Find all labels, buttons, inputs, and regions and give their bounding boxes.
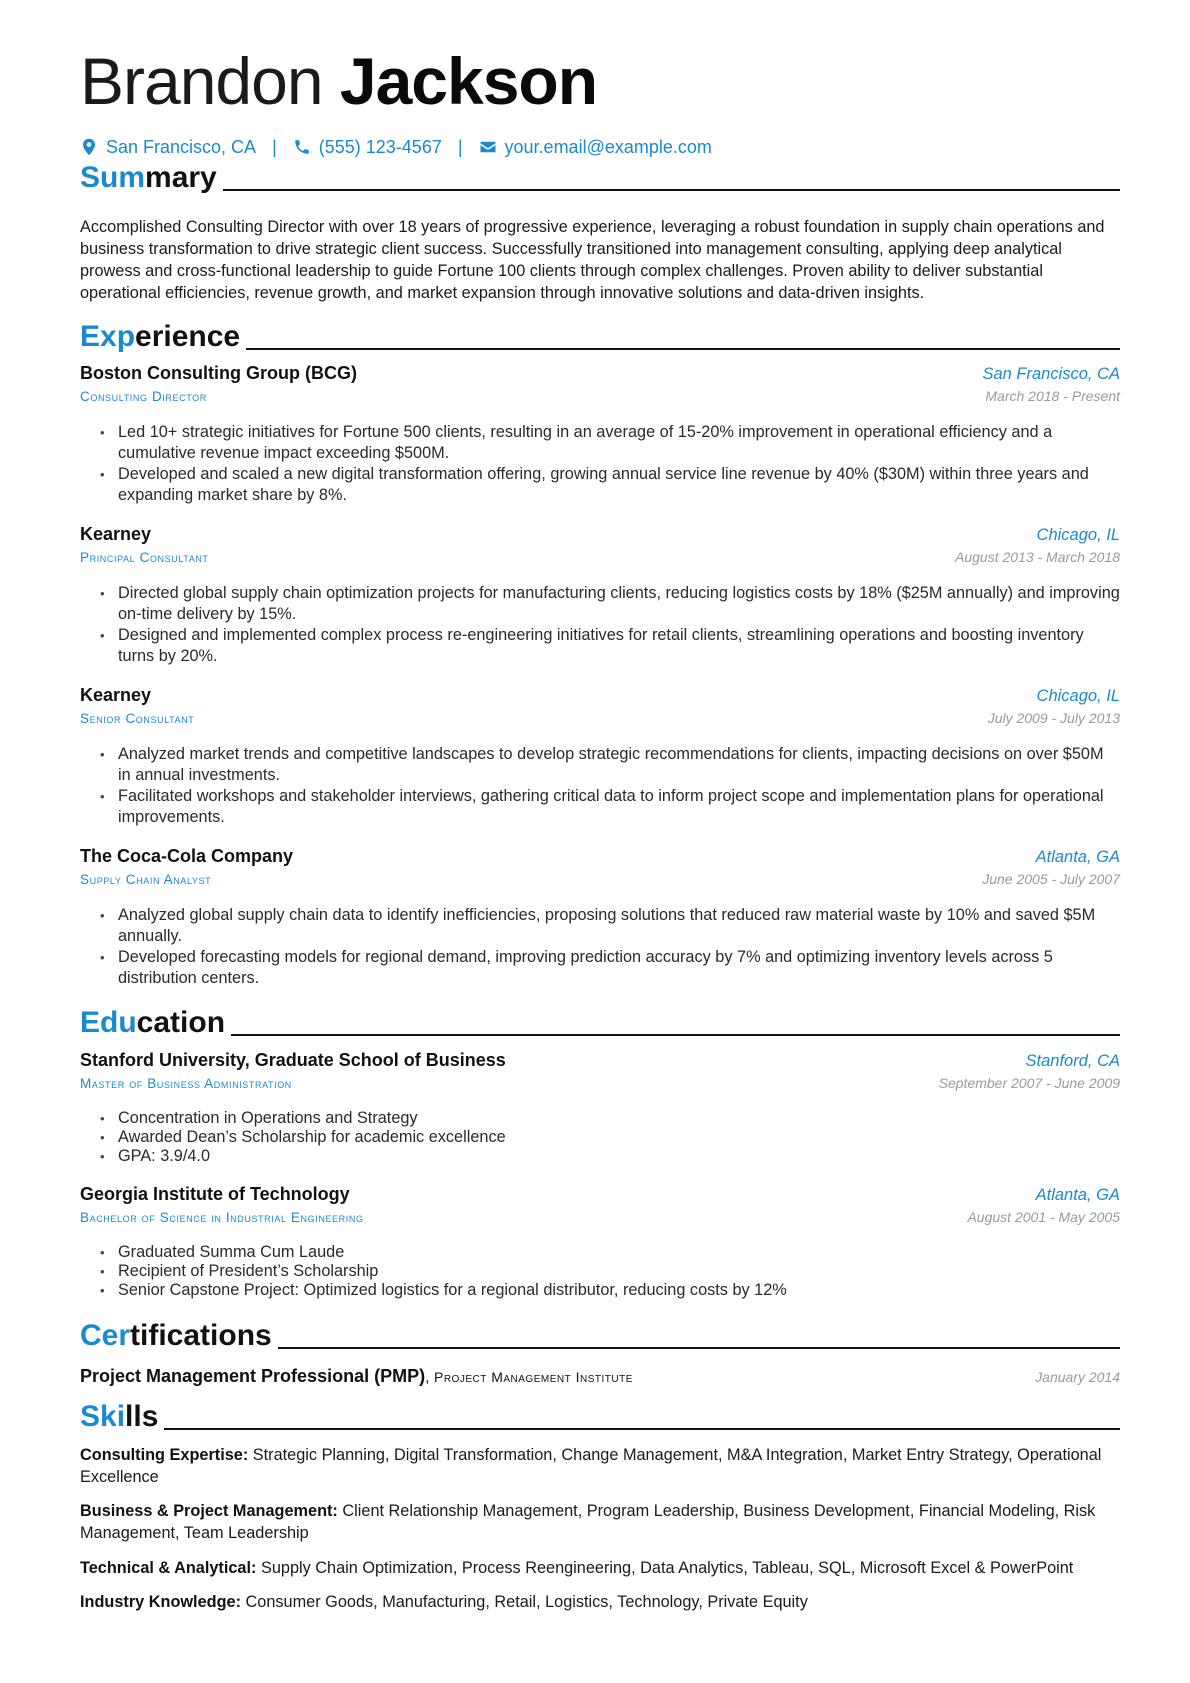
list-item: • Recipient of President’s Scholarship: [118, 1262, 1120, 1281]
list-item: • Analyzed global supply chain data to identify inefficiencies, proposing solutions that reduced raw material waste by 10% and saved $5M annually.: [118, 905, 1120, 947]
email-link[interactable]: your.email@example.com: [504, 136, 712, 157]
experience-entry: [80, 685, 1120, 828]
job-dates: March 2018 - Present: [985, 388, 1120, 404]
candidate-name: [80, 44, 597, 118]
achievement-list: [80, 583, 1120, 667]
skill-group: Technical & Analytical: Supply Chain Optimization, Process Reengineering, Data Analytics, Tableau, SQL, Microsoft Excel & PowerPoint: [80, 1559, 1074, 1577]
skill-group: Consulting Expertise: Strategic Planning, Digital Transformation, Change Management, M&A Integration, Market Entry Strategy, Operational Excellence: [80, 1446, 1102, 1486]
education-entry: [80, 1050, 1120, 1166]
contact-separator: |: [272, 136, 277, 157]
employer-name: Kearney: [80, 524, 152, 544]
summary-text: Accomplished Consulting Director with over 18 years of progressive experience, leveraging a robust foundation in supply chain operations and business transformation to drive strategic client success. Successfully transitioned into management consulting, applying deep analytical prowess and cross-functional leadership to guide Fortune 100 clients through complex challenges. Proven ability to deliver substantial operational efficiencies, revenue growth, and market expansion through innovative solutions and data-driven insights.: [80, 218, 1105, 302]
job-dates: June 2005 - July 2007: [982, 871, 1120, 887]
achievement-list: [80, 744, 1120, 828]
section-rule: [278, 1347, 1120, 1349]
job-title: Principal Consultant: [80, 550, 209, 565]
degree-name: Master of Business Administration: [80, 1076, 292, 1091]
experience-entry: [80, 846, 1120, 989]
education-entry: [80, 1184, 1120, 1300]
list-item: • Senior Capstone Project: Optimized logistics for a regional distributor, reducing costs by 12%: [118, 1281, 1120, 1300]
employer-name: Boston Consulting Group (BCG): [80, 363, 357, 383]
list-item: • Developed and scaled a new digital transformation offering, growing annual service line revenue by 40% ($30M) within three years and expanding market share by 8%.: [118, 464, 1120, 506]
last-name: Jackson: [339, 44, 598, 118]
map-pin-icon: [80, 137, 98, 157]
list-item: • Analyzed market trends and competitive landscapes to develop strategic recommendations for clients, impacting decisions on over $50M in annual investments.: [118, 744, 1120, 786]
job-title: Senior Consultant: [80, 711, 195, 726]
job-location: Chicago, IL: [1036, 687, 1120, 705]
list-item: • Facilitated workshops and stakeholder interviews, gathering critical data to inform project scope and implementation plans for operational improvements.: [118, 786, 1120, 828]
certification-date: January 2014: [1035, 1369, 1120, 1385]
list-item: • Concentration in Operations and Strategy: [118, 1109, 1120, 1128]
section-header-experience: [80, 314, 1120, 354]
section-title: Summary: [80, 161, 217, 194]
list-item: • Led 10+ strategic initiatives for Fortune 500 clients, resulting in an average of 15-20% improvement in operational efficiency and a cumulative revenue impact exceeding $500M.: [118, 422, 1120, 464]
job-title: Supply Chain Analyst: [80, 872, 212, 887]
school-name: Stanford University, Graduate School of Business: [80, 1050, 506, 1070]
school-name: Georgia Institute of Technology: [80, 1184, 350, 1204]
list-item: • Awarded Dean’s Scholarship for academic excellence: [118, 1128, 1120, 1147]
section-title: Certifications: [80, 1319, 272, 1352]
school-dates: August 2001 - May 2005: [967, 1209, 1120, 1225]
first-name: Brandon: [80, 44, 323, 118]
envelope-icon: [479, 137, 497, 157]
section-header-education: [80, 1000, 1120, 1040]
section-rule: [164, 1428, 1120, 1430]
degree-name: Bachelor of Science in Industrial Engineering: [80, 1210, 364, 1225]
section-title: Skills: [80, 1400, 159, 1433]
education-detail-list: [80, 1109, 1120, 1166]
employer-name: Kearney: [80, 685, 152, 705]
experience-entry: [80, 524, 1120, 667]
section-title: Experience: [80, 320, 241, 353]
certification-entry: [80, 1366, 1120, 1387]
phone-text: (555) 123-4567: [318, 136, 442, 157]
experience-entry: [80, 363, 1120, 506]
job-dates: August 2013 - March 2018: [955, 549, 1120, 565]
section-header-summary: [80, 155, 1120, 195]
list-item: • Developed forecasting models for regional demand, improving prediction accuracy by 7% and optimizing inventory levels across 5 distribution centers.: [118, 947, 1120, 989]
list-item: • Graduated Summa Cum Laude: [118, 1243, 1120, 1262]
school-dates: September 2007 - June 2009: [938, 1075, 1120, 1091]
list-item: • GPA: 3.9/4.0: [118, 1147, 1120, 1166]
job-location: Atlanta, GA: [1035, 848, 1120, 866]
section-rule: [223, 189, 1120, 191]
education-detail-list: [80, 1243, 1120, 1300]
skill-group: Business & Project Management: Client Relationship Management, Program Leadership, Business Development, Financial Modeling, Risk Management, Team Leadership: [80, 1502, 1096, 1542]
certification-name: Project Management Professional (PMP), Project Management Institute: [80, 1366, 633, 1386]
list-item: • Designed and implemented complex process re-engineering initiatives for retail clients, streamlining operations and boosting inventory turns by 20%.: [118, 625, 1120, 667]
achievement-list: [80, 905, 1120, 989]
location-text: San Francisco, CA: [106, 136, 257, 157]
list-item: • Directed global supply chain optimization projects for manufacturing clients, reducing logistics costs by 18% ($25M annually) and improving on-time delivery by 15%.: [118, 583, 1120, 625]
section-rule: [231, 1034, 1120, 1036]
employer-name: The Coca-Cola Company: [80, 846, 294, 866]
section-header-skills: [80, 1394, 1120, 1434]
skill-group: Industry Knowledge: Consumer Goods, Manufacturing, Retail, Logistics, Technology, Private Equity: [80, 1593, 808, 1611]
phone-icon: [293, 137, 311, 157]
job-title: Consulting Director: [80, 389, 207, 404]
job-location: Chicago, IL: [1036, 526, 1120, 544]
section-title: Education: [80, 1006, 226, 1039]
achievement-list: [80, 422, 1120, 506]
contact-separator: |: [457, 136, 463, 157]
job-location: San Francisco, CA: [982, 365, 1120, 383]
school-location: Stanford, CA: [1025, 1052, 1120, 1070]
certifying-body: Project Management Institute: [433, 1369, 633, 1385]
job-dates: July 2009 - July 2013: [987, 710, 1120, 726]
section-header-certifications: [80, 1313, 1120, 1353]
section-rule: [246, 348, 1120, 350]
school-location: Atlanta, GA: [1035, 1186, 1120, 1204]
